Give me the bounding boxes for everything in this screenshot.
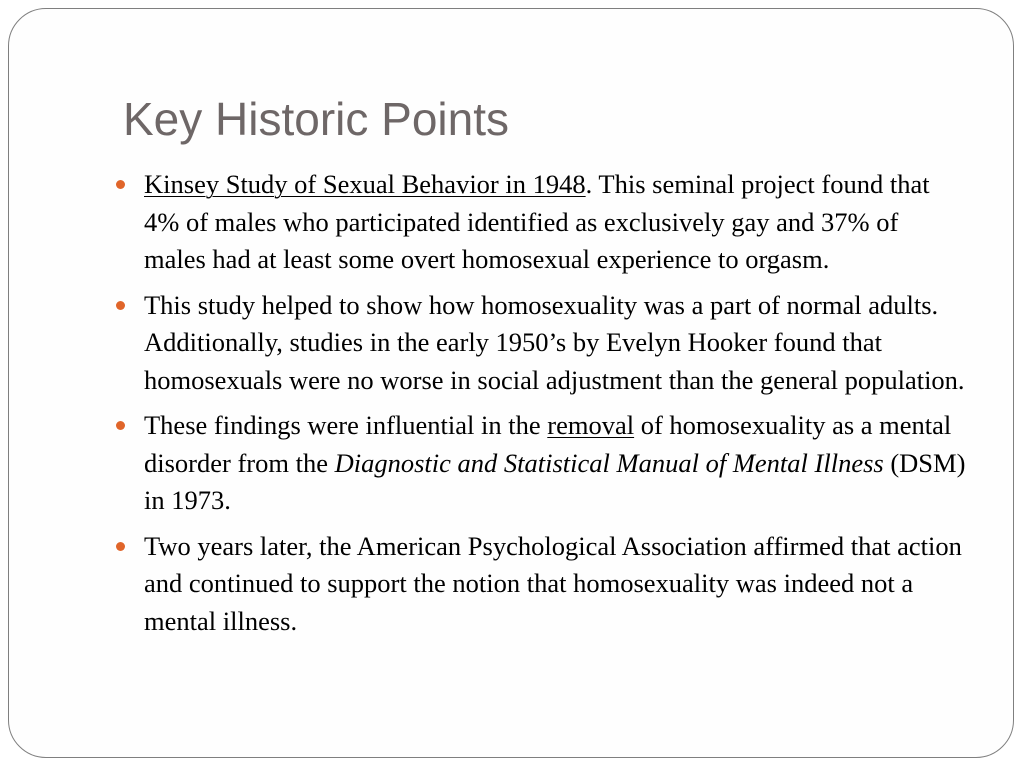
dsm-title: Diagnostic and Statistical Manual of Mental Illness [334,447,884,478]
slide-title: Key Historic Points [123,93,510,145]
bullet-text: of homosexuality as a mental disorder from the [144,410,952,478]
bullet-text: (DSM) in 1973. [144,447,966,515]
bullet-text: . This seminal project found that 4% of males who participated identified as exclusively gay and 37% of males had at least some overt homosexual experience to orgasm. [144,169,930,274]
bullet-item-apa [116,528,966,641]
bullet-dot-icon [116,421,125,430]
bullet-text: Two years later, the American Psychological Association affirmed that action and continued to support the notion that homosexuality was indeed not a mental illness. [144,530,962,636]
bullet-item-hooker [116,287,966,400]
kinsey-study-link[interactable]: Kinsey Study of Sexual Behavior in 1948 [144,169,586,199]
removal-link[interactable]: removal [547,410,635,440]
bullet-dot-icon [116,180,125,189]
bullet-dot-icon [116,542,125,551]
bullet-item-kinsey [116,166,966,279]
bullet-text: These findings were influential in the [144,410,548,440]
bullet-dot-icon [116,301,125,310]
bullet-item-dsm [116,407,966,520]
bullet-text: This study helped to show how homosexuality was a part of normal adults. Additionally, studies in the early 1950’s by Evelyn Hooker found that homosexuals were no worse in social adjustment than the general population. [144,289,965,395]
bullet-list [116,166,966,648]
